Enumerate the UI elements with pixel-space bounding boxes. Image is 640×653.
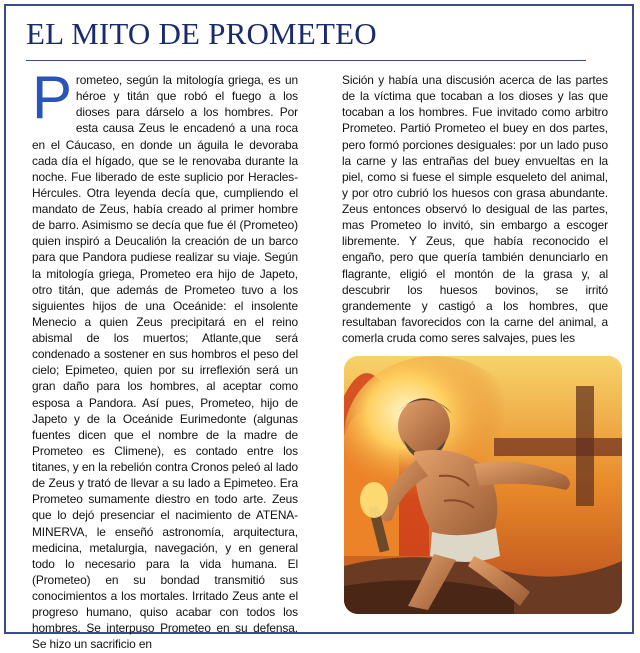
document-page (4, 4, 634, 652)
right-column (342, 72, 608, 346)
left-column (32, 64, 298, 653)
prometheus-painting-graphic (344, 356, 622, 614)
right-column-text: Sición y había una discusión acerca de las partes de la víctima que tocaban a los dioses y las que tocaban a los hombres. Fue invitado como arbitro Prometeo. Partió Prometeo el buey en dos partes, pero formó porciones desiguales: por un lado puso la carne y las entrañas del buey envueltas en la piel, como si fuese el simple esqueleto del animal, y por otro cubrió los huesos con grasa abundante. Zeus entonces observó lo desigual de las partes, mas Prometeo lo invitó, sin embargo a escoger libremente. Y Zeus, que había reconocido el engaño, pero que quería también denunciarlo en flagrante, eligió el montón de la grasa y, al descubrir los huesos bovinos, se irritó grandemente y castigó a los hombres, que resultaban favorecidos con la carne del animal, a comerla cruda como seres salvajes, pues les (342, 73, 608, 345)
left-column-text: rometeo, según la mitología griega, es un héroe y titán que robó el fuego a los dioses para dárselo a los hombres. Por esta causa Zeus le encadenó a una roca en el Cáucaso, en donde un águila le devoraba cada día el hígado, que se le renovaba durante la noche. Fue liberado de este suplicio por Heracles-Hércules. Otra leyenda decía que, cumpliendo el mandato de Zeus, había creado al primer hombre de barro. Asimismo se decía que fue él (Prometeo) quien inspiró a Deucalión la creación de un barco para que Pandora pudiese realizar su viaje. Según la mitología griega, Prometeo era hijo de Japeto, otro titán, que además de Prometeo tuvo a los siguientes hijos de una Oceánide: el insolente Menecio a quien Zeus precipitará en el reino abismal de los muertos; Atlante,que será condenado a sostener en sus hombros el peso del cielo; Epimeteo, quien por su irreflexión será un gran daño para los hombres, al aceptar como esposa a Pandora. Así pues, Prometeo, hijo de Japeto y de la Oceánide Eurimedonte (algunas fuentes dicen que el nombre de la madre de Prometeo es Climene), es contado entre los titanes, y en la rebelión contra Cronos peleó al lado de Zeus y trató de llevar a su lado a Epimeteo. Era Prometeo sumamente diestro en todo arte. Zeus que lo dejó presenciar el nacimiento de ATENA-MINERVA, le enseñó astronomía, arquitectura, medicina, metalurgia, navegación, y en general todo lo necesario para la vida humana. El (Prometeo) en su bondad transmitió sus conocimientos a los mortales. Irritado Zeus ante el progreso humano, quiso acabar con todos los hombres. Se interpuso Prometeo en su defensa. Se hizo un sacrificio en (32, 73, 298, 652)
prometheus-illustration (344, 356, 622, 614)
document-title: EL MITO DE PROMETEO (26, 16, 377, 51)
left-column-paragraph (32, 64, 298, 653)
drop-cap: P (32, 64, 72, 131)
title-divider (26, 60, 586, 61)
